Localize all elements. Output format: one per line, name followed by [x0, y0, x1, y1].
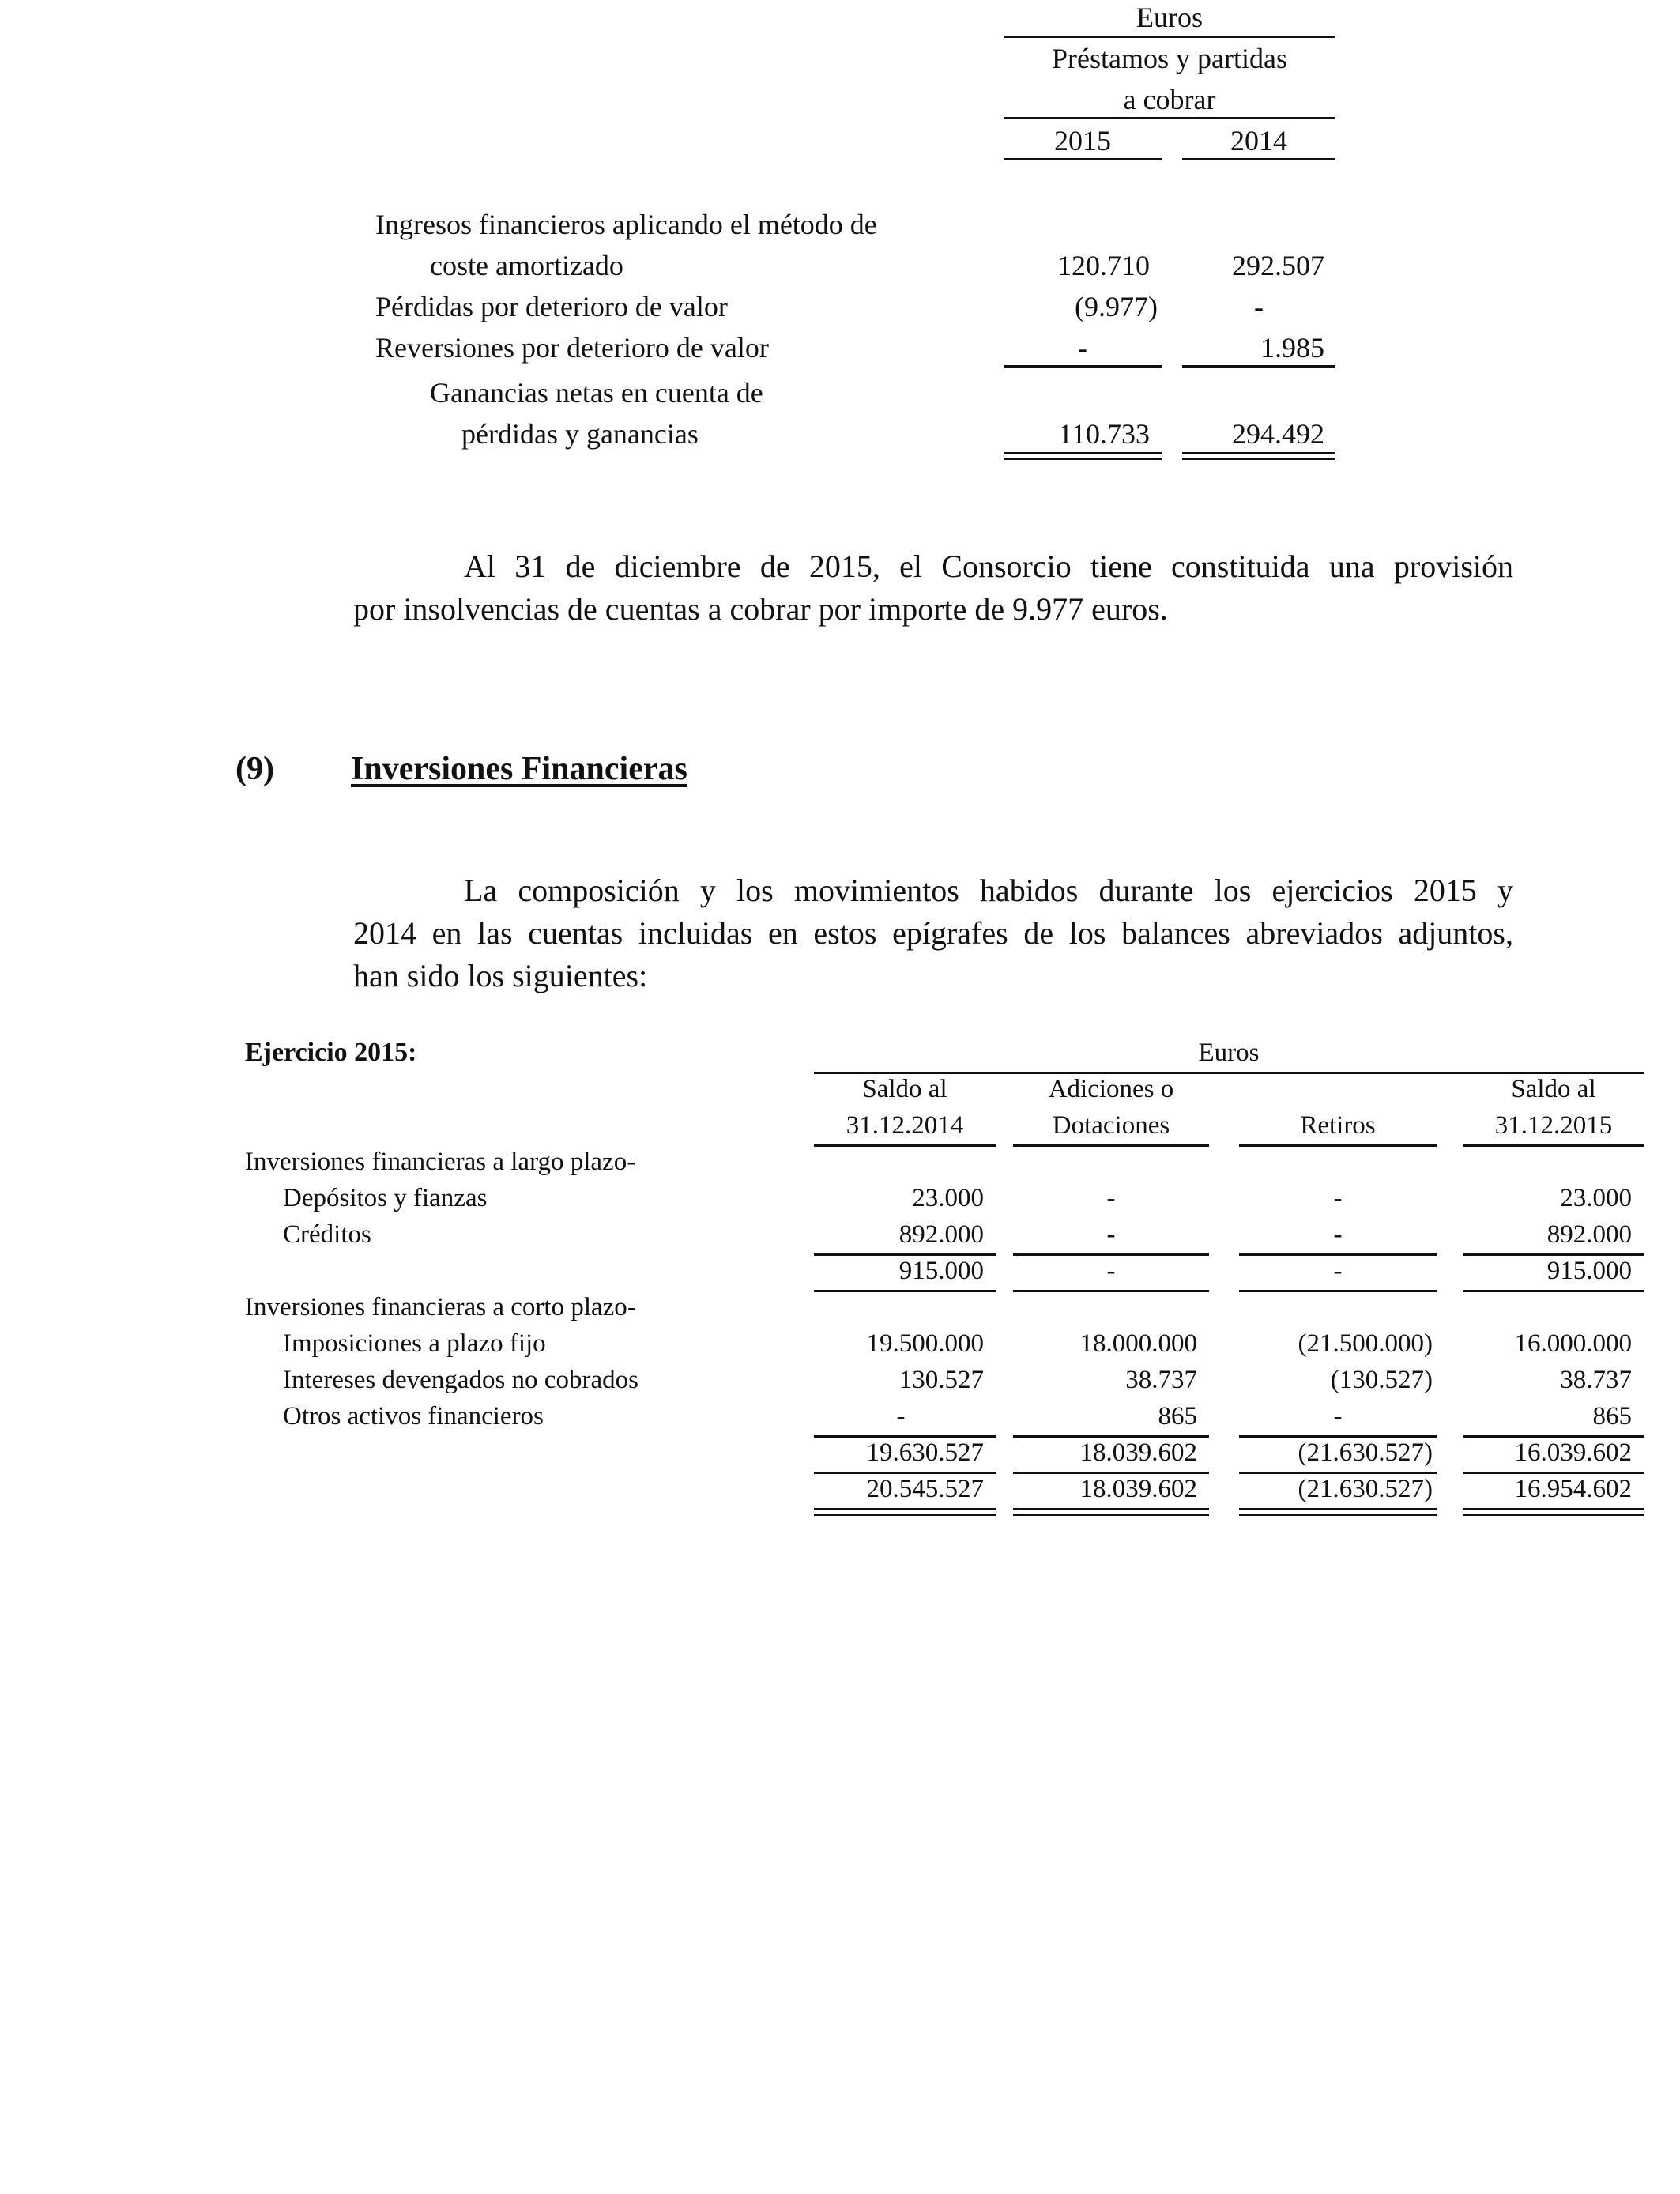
table1-year-2015: 2015 — [1054, 125, 1111, 156]
table1-total-label-cont: pérdidas y ganancias — [461, 418, 699, 450]
table2-cell: - — [896, 1402, 906, 1431]
table2-group-label: Inversiones financieras a corto plazo- — [245, 1293, 636, 1321]
table2-cell: 130.527 — [898, 1366, 984, 1394]
table2-cell: - — [1106, 1184, 1116, 1212]
table2-cell: (130.527) — [1330, 1366, 1433, 1394]
table2-cell: 892.000 — [898, 1220, 984, 1249]
table2-cell: 865 — [1158, 1402, 1197, 1431]
table2-total-cell: 20.545.527 — [866, 1475, 984, 1503]
table2-cell: 892.000 — [1546, 1220, 1632, 1249]
table1-cell: 1.985 — [1260, 332, 1324, 364]
paragraph-provision — [353, 545, 1513, 631]
table2-row-label: Créditos — [283, 1220, 371, 1249]
table2-col-rule — [814, 1144, 996, 1147]
table2-col-rule — [1239, 1144, 1437, 1147]
table1-total-cell: 294.492 — [1232, 418, 1324, 450]
paragraph-text: La composición y los movimientos habidos durante los ejercicios 2015 y — [464, 873, 1513, 908]
table1-cell: 120.710 — [1057, 250, 1150, 281]
table1-row-label: Ingresos financieros aplicando el método de — [375, 209, 877, 240]
table2-cell: 38.737 — [1560, 1366, 1632, 1394]
table1-sum-rule-2015 — [1004, 365, 1162, 368]
table1-sum-rule-2014 — [1182, 365, 1335, 368]
table1-year-2015-rule — [1004, 158, 1162, 160]
table2-double-rule — [1463, 1508, 1644, 1516]
table2-cell: 23.000 — [1560, 1184, 1632, 1212]
table2-subtotal-rule — [1239, 1290, 1437, 1292]
table2-row-label: Otros activos financieros — [283, 1402, 544, 1431]
table1-double-rule-2014 — [1182, 452, 1335, 460]
table2-cell: (21.500.000) — [1298, 1329, 1433, 1358]
table2-subtotal-cell: 915.000 — [898, 1257, 984, 1285]
paragraph-line: han sido los siguientes: — [353, 958, 648, 993]
table2-col-header: Adiciones o — [1048, 1075, 1174, 1103]
table1-category-rule — [1004, 117, 1335, 119]
table2-col-rule — [1013, 1144, 1209, 1147]
table1-year-2014-rule — [1182, 158, 1335, 160]
section-title: Inversiones Financieras — [351, 751, 687, 787]
table1-total-cell: 110.733 — [1058, 418, 1150, 450]
table1-cell: (9.977) — [1075, 291, 1158, 322]
table2-col-header: Saldo al — [862, 1075, 947, 1103]
table1-cell: - — [1078, 332, 1087, 364]
table1-double-rule-2015 — [1004, 452, 1162, 460]
table2-subtotal-cell: - — [1333, 1257, 1343, 1285]
table2-group-label: Inversiones financieras a largo plazo- — [245, 1148, 636, 1176]
table2-cell: - — [1106, 1220, 1116, 1249]
table2-subtotal-rule — [1463, 1290, 1644, 1292]
table2-double-rule — [814, 1508, 996, 1516]
table1-category-header-line1: Préstamos y partidas — [1052, 43, 1287, 74]
paragraph-line: por insolvencias de cuentas a cobrar por importe de 9.977 euros. — [353, 591, 1168, 627]
paragraph-text: Al 31 de diciembre de 2015, el Consorcio tiene constituida una provisión — [464, 548, 1513, 584]
paragraph-composition — [353, 869, 1513, 997]
table2-cell: 18.000.000 — [1079, 1329, 1197, 1358]
table2-cell: 865 — [1592, 1402, 1632, 1431]
table2-cell: 19.500.000 — [866, 1329, 984, 1358]
table2-total-cell: 18.039.602 — [1079, 1475, 1197, 1503]
table2-col-header: Retiros — [1300, 1111, 1376, 1140]
table2-subtotal-cell: 16.039.602 — [1514, 1438, 1632, 1467]
table2-double-rule — [1013, 1508, 1209, 1516]
table2-subtotal-cell: (21.630.527) — [1298, 1438, 1433, 1467]
table2-subtotal-rule — [1013, 1290, 1209, 1292]
table2-total-cell: (21.630.527) — [1298, 1475, 1433, 1503]
table2-subtotal-rule — [814, 1290, 996, 1292]
table2-col-header: Dotaciones — [1052, 1111, 1170, 1140]
table1-currency-header: Euros — [1136, 2, 1203, 33]
table1-row-label: Reversiones por deterioro de valor — [375, 332, 769, 364]
table1-row-label-cont: coste amortizado — [430, 250, 623, 281]
table2-currency-header: Euros — [1198, 1039, 1260, 1067]
table2-row-label: Intereses devengados no cobrados — [283, 1366, 638, 1394]
table1-cell: 292.507 — [1232, 250, 1324, 281]
paragraph-line — [353, 545, 1513, 588]
table2-total-cell: 16.954.602 — [1514, 1475, 1632, 1503]
table2-cell: - — [1333, 1402, 1343, 1431]
table2-row-label: Imposiciones a plazo fijo — [283, 1329, 546, 1358]
table2-cell: - — [1333, 1220, 1343, 1249]
table2-cell: - — [1333, 1184, 1343, 1212]
table2-col-header: 31.12.2015 — [1494, 1111, 1613, 1140]
table1-cell: - — [1254, 291, 1264, 322]
table1-year-2014: 2014 — [1230, 125, 1287, 156]
table2-col-rule — [1463, 1144, 1644, 1147]
table1-header-rule — [1004, 36, 1335, 38]
table1-row-label: Pérdidas por deterioro de valor — [375, 291, 728, 322]
paragraph-line: 2014 en las cuentas incluidas en estos epígrafes de los balances abreviados adjuntos, — [353, 915, 1513, 951]
table2-subtotal-cell: 19.630.527 — [866, 1438, 984, 1467]
paragraph-line — [353, 869, 1513, 912]
table1-total-label: Ganancias netas en cuenta de — [430, 377, 763, 409]
table2-title: Ejercicio 2015: — [245, 1038, 417, 1067]
table2-cell: 38.737 — [1125, 1366, 1197, 1394]
table2-row-label: Depósitos y fianzas — [283, 1184, 488, 1212]
table2-col-header: 31.12.2014 — [846, 1111, 964, 1140]
table2-cell: 16.000.000 — [1514, 1329, 1632, 1358]
table2-cell: 23.000 — [912, 1184, 984, 1212]
table2-subtotal-cell: - — [1106, 1257, 1116, 1285]
table1-category-header-line2: a cobrar — [1123, 84, 1216, 115]
section-number: (9) — [235, 751, 274, 787]
table2-subtotal-cell: 18.039.602 — [1079, 1438, 1197, 1467]
table2-col-header: Saldo al — [1511, 1075, 1596, 1103]
table2-double-rule — [1239, 1508, 1437, 1516]
table2-subtotal-cell: 915.000 — [1546, 1257, 1632, 1285]
